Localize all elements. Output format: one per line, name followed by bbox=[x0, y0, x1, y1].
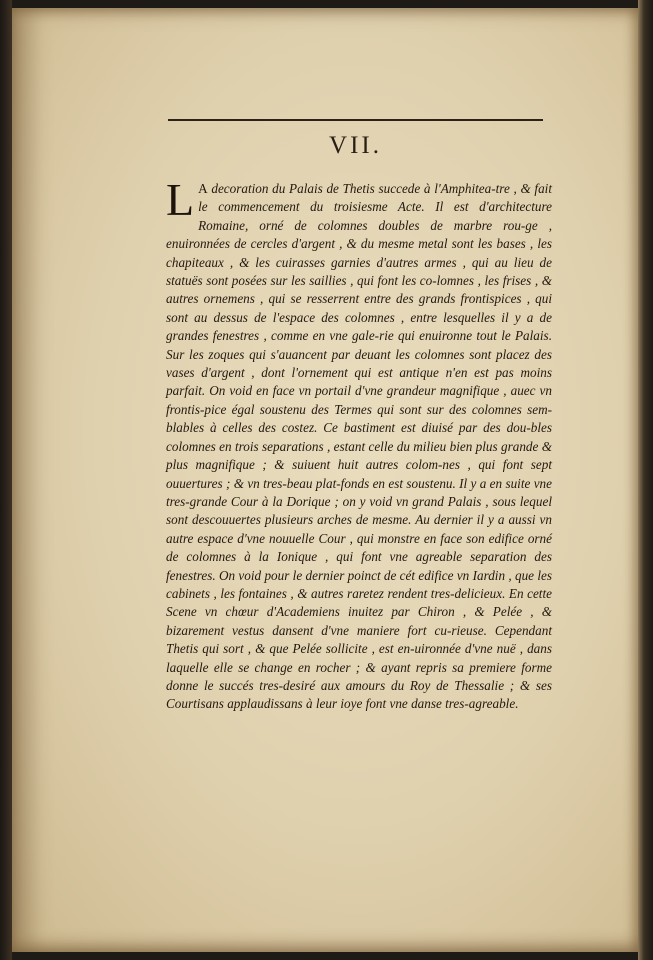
drop-cap-letter: L bbox=[166, 174, 195, 225]
page-edge-right bbox=[638, 0, 653, 960]
first-word-rest: A bbox=[198, 181, 208, 196]
header-rule bbox=[168, 119, 543, 121]
body-paragraph bbox=[166, 174, 553, 714]
body-text: decoration du Palais de Thetis succede à l'Amphitea-tre , & fait le commencement du troisiesme Acte. Il est d'architecture Romaine, orné de colomnes doubles de marbre rou-ge , enuironnées de cercles d'argent , & du mesme metal sont les bases , les chapiteaux , & les cuirasses garnies d'autres armes , qui au lieu de statuës sont posées sur les saillies , qui font les co-lomnes , les frises , & autres ornemens , qui se resserrent entre des grands frontispices , qui sont au dessus de l'espace des colomnes , entre lesquelles il y a de grandes fenestres , comme en vne gale-rie qui enuironne tout le Palais. Sur les zoques qui s'auancent par deuant les colomnes sont placez des vases d'argent , dont l'ornement qui est antique n'en est pas moins parfait. On void en face vn portail d'vne grandeur magnifique , auec vn frontis-pice égal soustenu des Termes qui sont sur des colomnes sem-blables à celles des costez. Ce bastiment est diuisé par des dou-bles colomnes en trois separations , estant celle du milieu bien plus grande & plus magnifique ; & suiuent huit autres colom-nes , qui font sept ouuertures ; & vn tres-beau plat-fonds en est soustenu. Il y a en suite vne tres-grande Cour à la Dorique ; on y void vn grand Palais , sous lequel sont descouuertes plusieurs arches de mesme. Au dernier il y a aussi vn autre espace d'vne nouuelle Cour , qui monstre en face son edifice orné de colomnes à la Ionique , qui font vne agreable separation des fenestres. On void pour le dernier poinct de cét edifice vn Iardin , que les cabinets , les fontaines , & autres raretez rendent tres-delicieux. En cette Scene vn chœur d'Academiens inuitez par Chiron , & Pelée , & bizarement vestus dansent d'vne maniere fort cu-rieuse. Cependant Thetis qui sort , & que Pelée sollicite , est en-uironnée d'vne nuë , dans laquelle elle se change en rocher ; & ayant repris sa premiere forme donne le succés tres-desiré aux amours du Roy de Thessalie ; & ses Courtisans applaudissans à leur ioye font vne danse tres-agreable. bbox=[166, 181, 553, 712]
section-heading: VII. bbox=[329, 132, 382, 159]
binding-shadow-left bbox=[0, 0, 12, 960]
